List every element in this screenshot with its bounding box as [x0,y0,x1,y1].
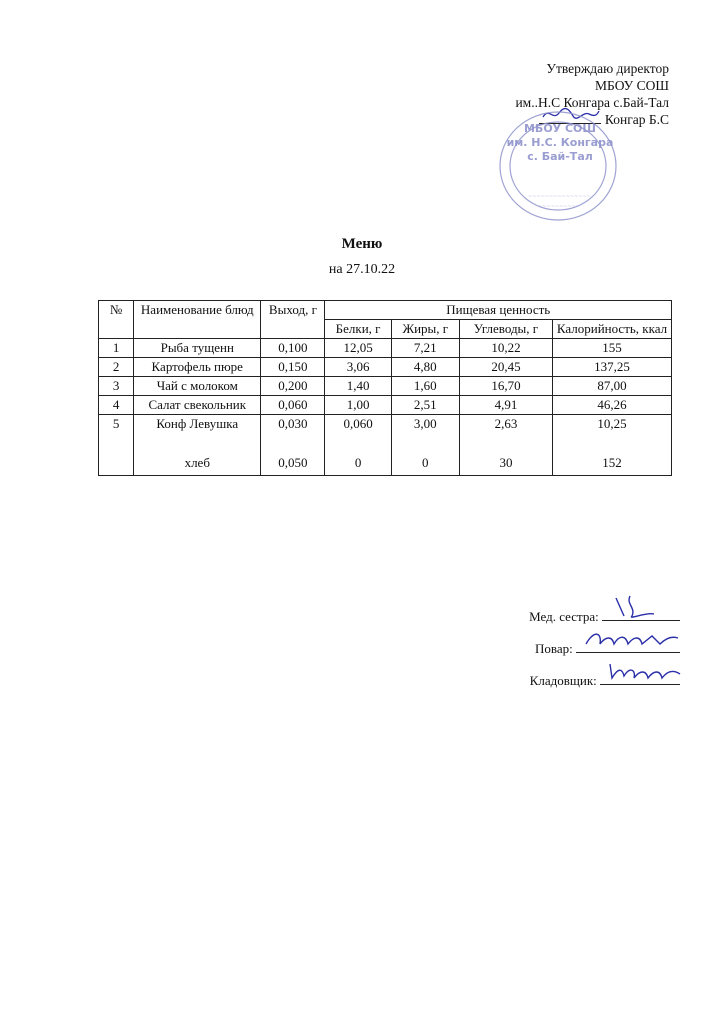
menu-table [98,300,672,476]
cell-name: Картофель пюре [134,358,261,377]
cell-protein: 12,05 [325,339,391,358]
director-name: Конгар Б.С [604,112,669,127]
cell-yield: 0,200 [261,377,325,396]
table-header-row [99,301,672,320]
cook-signature [576,638,680,653]
school-stamp-icon [498,110,668,228]
cell-calories: 137,25 [553,358,672,377]
cell-fat-bottom: 0 [422,455,429,470]
cell-name: Салат свекольник [134,396,261,415]
cell-fat: 7,21 [391,339,459,358]
cell-fat: 4,80 [391,358,459,377]
header-fat: Жиры, г [391,320,459,339]
cell-fat [391,415,459,476]
cell-name-top: Конф Левушка [156,416,239,431]
cell-name-bottom: хлеб [184,455,210,470]
storekeeper-label: Кладовщик: [529,673,597,688]
table-row [99,415,672,476]
cell-calories: 87,00 [553,377,672,396]
storekeeper-signature-scribble-icon [604,658,684,684]
cell-protein [325,415,391,476]
cell-carbs-top: 2,63 [494,416,518,431]
cell-fat-top: 3,00 [413,416,437,431]
cell-name [134,415,261,476]
cell-carbs: 10,22 [459,339,552,358]
cell-calories: 46,26 [553,396,672,415]
cell-calories-top: 10,25 [597,416,627,431]
cell-protein-top: 0,060 [343,416,373,431]
approval-line-3: им..Н.С Конгара с.Бай-Тал [515,95,669,110]
cell-fat: 1,60 [391,377,459,396]
signatures-block [529,606,680,702]
page-title: Меню [341,236,383,252]
cell-fat: 2,51 [391,396,459,415]
svg-text:с. Бай-Тал: с. Бай-Тал [527,150,593,163]
storekeeper-signature-row [529,670,680,702]
table-row [99,358,672,377]
svg-text:~~~~~~~~~~: ~~~~~~~~~~ [538,204,580,210]
storekeeper-signature [600,670,680,685]
cell-carbs: 20,45 [459,358,552,377]
svg-text:им. Н.С. Конгара: им. Н.С. Конгара [506,136,614,149]
cell-protein: 3,06 [325,358,391,377]
cell-yield: 0,150 [261,358,325,377]
header-calories: Калорийность, ккал [553,320,672,339]
cell-yield-top: 0,030 [278,416,308,431]
cell-name: Чай с молоком [134,377,261,396]
header-nutrition: Пищевая ценность [325,301,672,320]
menu-date: на 27.10.22 [328,262,396,277]
nurse-signature-scribble-icon [606,594,676,620]
header-num: № [99,301,134,339]
nurse-signature [602,606,680,621]
cell-yield [261,415,325,476]
cook-signature-scribble-icon [580,626,680,652]
cell-carbs-bottom: 30 [499,455,513,470]
cell-num: 4 [99,396,134,415]
cell-yield: 0,100 [261,339,325,358]
cell-calories-bottom: 152 [602,455,622,470]
cell-protein: 1,00 [325,396,391,415]
cell-calories: 155 [553,339,672,358]
header-yield: Выход, г [261,301,325,339]
cell-num: 1 [99,339,134,358]
table-row [99,339,672,358]
table-row [99,377,672,396]
approval-line-2: МБОУ СОШ [595,78,669,93]
cell-num: 5 [99,415,134,476]
cell-protein: 1,40 [325,377,391,396]
cell-carbs: 4,91 [459,396,552,415]
cell-name: Рыба тущенн [134,339,261,358]
header-carbs: Углеводы, г [459,320,552,339]
cell-num: 2 [99,358,134,377]
cell-carbs: 16,70 [459,377,552,396]
header-name: Наименование блюд [134,301,261,339]
cell-num: 3 [99,377,134,396]
svg-text:~~~~~~~~~~~~~~~: ~~~~~~~~~~~~~~~ [528,194,591,200]
cell-protein-bottom: 0 [354,455,362,470]
cell-yield: 0,060 [261,396,325,415]
cook-label: Повар: [535,641,573,656]
cell-carbs [459,415,552,476]
table-row [99,396,672,415]
nurse-label: Мед. сестра: [529,609,599,624]
header-protein: Белки, г [325,320,391,339]
cell-yield-bottom: 0,050 [278,455,308,470]
svg-text:МБОУ СОШ: МБОУ СОШ [523,122,597,135]
cell-calories [553,415,672,476]
approval-line-1: Утверждаю директор [546,61,669,76]
